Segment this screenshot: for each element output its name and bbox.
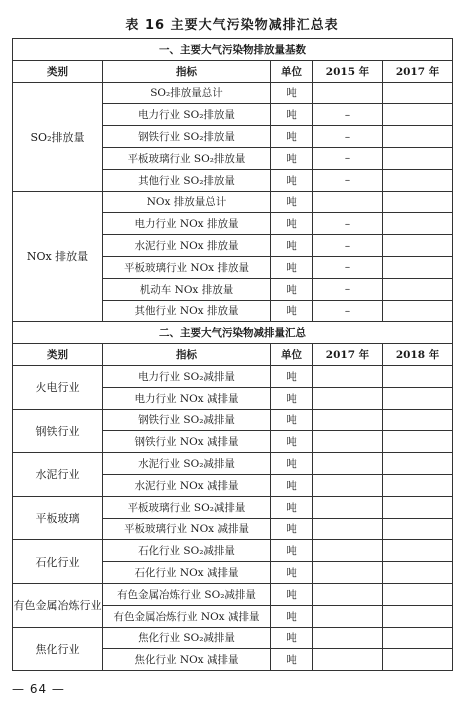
- year2-value-cell: [383, 278, 453, 300]
- indicator-cell: 石化行业 NOx 减排量: [103, 562, 271, 584]
- section-heading: 二、主要大气污染物减排量汇总: [13, 322, 453, 344]
- year2-value-cell: [383, 213, 453, 235]
- year1-value-cell: –: [313, 147, 383, 169]
- year1-value-cell: –: [313, 235, 383, 257]
- year2-value-cell: [383, 540, 453, 562]
- indicator-cell: 平板玻璃行业 NOx 排放量: [103, 256, 271, 278]
- year1-value-cell: –: [313, 256, 383, 278]
- year2-value-cell: [383, 649, 453, 671]
- year1-value-cell: [313, 431, 383, 453]
- unit-cell: 吨: [271, 104, 313, 126]
- unit-cell: 吨: [271, 605, 313, 627]
- year1-value-cell: [313, 518, 383, 540]
- indicator-cell: SO₂排放量总计: [103, 82, 271, 104]
- year1-value-cell: [313, 649, 383, 671]
- year2-value-cell: [383, 627, 453, 649]
- unit-cell: 吨: [271, 583, 313, 605]
- unit-cell: 吨: [271, 496, 313, 518]
- indicator-cell: 其他行业 SO₂排放量: [103, 169, 271, 191]
- year2-value-cell: [383, 256, 453, 278]
- table-row: [13, 496, 453, 518]
- indicator-cell: 水泥行业 SO₂减排量: [103, 453, 271, 475]
- indicator-cell: 钢铁行业 SO₂减排量: [103, 409, 271, 431]
- year1-value-cell: [313, 540, 383, 562]
- column-header: 2018 年: [383, 344, 453, 366]
- indicator-cell: 有色金属冶炼行业 SO₂减排量: [103, 583, 271, 605]
- indicator-cell: 电力行业 NOx 减排量: [103, 387, 271, 409]
- year2-value-cell: [383, 518, 453, 540]
- category-cell: 焦化行业: [13, 627, 103, 671]
- indicator-cell: 平板玻璃行业 NOx 减排量: [103, 518, 271, 540]
- table-row: [13, 583, 453, 605]
- unit-cell: 吨: [271, 235, 313, 257]
- year1-value-cell: [313, 496, 383, 518]
- year2-value-cell: [383, 235, 453, 257]
- year2-value-cell: [383, 147, 453, 169]
- unit-cell: 吨: [271, 365, 313, 387]
- indicator-cell: 水泥行业 NOx 排放量: [103, 235, 271, 257]
- indicator-cell: 钢铁行业 SO₂排放量: [103, 126, 271, 148]
- section-heading-row: [13, 322, 453, 344]
- column-header: 2015 年: [313, 60, 383, 82]
- column-header-row: [13, 60, 453, 82]
- unit-cell: 吨: [271, 540, 313, 562]
- unit-cell: 吨: [271, 147, 313, 169]
- year1-value-cell: [313, 562, 383, 584]
- unit-cell: 吨: [271, 649, 313, 671]
- column-header: 指标: [103, 344, 271, 366]
- category-cell: NOx 排放量: [13, 191, 103, 322]
- unit-cell: 吨: [271, 627, 313, 649]
- section-heading: 一、主要大气污染物排放量基数: [13, 39, 453, 61]
- table-row: [13, 453, 453, 475]
- year2-value-cell: [383, 562, 453, 584]
- indicator-cell: 电力行业 SO₂排放量: [103, 104, 271, 126]
- page-number: — 64 —: [12, 682, 65, 696]
- category-cell: 有色金属冶炼行业: [13, 583, 103, 627]
- table-row: [13, 191, 453, 213]
- unit-cell: 吨: [271, 431, 313, 453]
- year1-value-cell: [313, 605, 383, 627]
- year2-value-cell: [383, 605, 453, 627]
- year1-value-cell: –: [313, 169, 383, 191]
- year2-value-cell: [383, 104, 453, 126]
- category-cell: 石化行业: [13, 540, 103, 584]
- table-title: 表 16 主要大气污染物减排汇总表: [125, 18, 339, 33]
- indicator-cell: 平板玻璃行业 SO₂减排量: [103, 496, 271, 518]
- year1-value-cell: [313, 409, 383, 431]
- emission-table: [12, 38, 453, 671]
- column-header: 类别: [13, 344, 103, 366]
- year1-value-cell: [313, 583, 383, 605]
- table-row: [13, 627, 453, 649]
- year1-value-cell: [313, 82, 383, 104]
- year1-value-cell: –: [313, 213, 383, 235]
- category-cell: 水泥行业: [13, 453, 103, 497]
- unit-cell: 吨: [271, 387, 313, 409]
- indicator-cell: 钢铁行业 NOx 减排量: [103, 431, 271, 453]
- indicator-cell: NOx 排放量总计: [103, 191, 271, 213]
- year2-value-cell: [383, 169, 453, 191]
- year1-value-cell: –: [313, 126, 383, 148]
- year1-value-cell: [313, 474, 383, 496]
- year1-value-cell: –: [313, 278, 383, 300]
- column-header: 单位: [271, 60, 313, 82]
- unit-cell: 吨: [271, 256, 313, 278]
- year1-value-cell: [313, 627, 383, 649]
- table-row: [13, 409, 453, 431]
- indicator-cell: 电力行业 NOx 排放量: [103, 213, 271, 235]
- indicator-cell: 有色金属冶炼行业 NOx 减排量: [103, 605, 271, 627]
- unit-cell: 吨: [271, 562, 313, 584]
- unit-cell: 吨: [271, 453, 313, 475]
- year2-value-cell: [383, 191, 453, 213]
- year2-value-cell: [383, 453, 453, 475]
- year2-value-cell: [383, 496, 453, 518]
- year1-value-cell: [313, 191, 383, 213]
- category-cell: 平板玻璃: [13, 496, 103, 540]
- column-header: 指标: [103, 60, 271, 82]
- year2-value-cell: [383, 474, 453, 496]
- indicator-cell: 石化行业 SO₂减排量: [103, 540, 271, 562]
- indicator-cell: 平板玻璃行业 SO₂排放量: [103, 147, 271, 169]
- unit-cell: 吨: [271, 126, 313, 148]
- column-header: 单位: [271, 344, 313, 366]
- indicator-cell: 机动车 NOx 排放量: [103, 278, 271, 300]
- category-cell: SO₂排放量: [13, 82, 103, 191]
- year2-value-cell: [383, 409, 453, 431]
- unit-cell: 吨: [271, 191, 313, 213]
- year1-value-cell: [313, 453, 383, 475]
- unit-cell: 吨: [271, 82, 313, 104]
- category-cell: 火电行业: [13, 365, 103, 409]
- emission-table-body: [13, 39, 453, 671]
- year1-value-cell: –: [313, 300, 383, 322]
- indicator-cell: 其他行业 NOx 排放量: [103, 300, 271, 322]
- unit-cell: 吨: [271, 474, 313, 496]
- column-header: 类别: [13, 60, 103, 82]
- indicator-cell: 焦化行业 SO₂减排量: [103, 627, 271, 649]
- unit-cell: 吨: [271, 300, 313, 322]
- year1-value-cell: [313, 387, 383, 409]
- indicator-cell: 水泥行业 NOx 减排量: [103, 474, 271, 496]
- column-header: 2017 年: [313, 344, 383, 366]
- year2-value-cell: [383, 126, 453, 148]
- table-row: [13, 365, 453, 387]
- unit-cell: 吨: [271, 518, 313, 540]
- year1-value-cell: [313, 365, 383, 387]
- unit-cell: 吨: [271, 169, 313, 191]
- category-cell: 钢铁行业: [13, 409, 103, 453]
- unit-cell: 吨: [271, 278, 313, 300]
- year2-value-cell: [383, 387, 453, 409]
- indicator-cell: 电力行业 SO₂减排量: [103, 365, 271, 387]
- column-header: 2017 年: [383, 60, 453, 82]
- unit-cell: 吨: [271, 409, 313, 431]
- section-heading-row: [13, 39, 453, 61]
- year2-value-cell: [383, 365, 453, 387]
- year2-value-cell: [383, 82, 453, 104]
- year1-value-cell: –: [313, 104, 383, 126]
- year2-value-cell: [383, 583, 453, 605]
- table-row: [13, 82, 453, 104]
- indicator-cell: 焦化行业 NOx 减排量: [103, 649, 271, 671]
- column-header-row: [13, 344, 453, 366]
- unit-cell: 吨: [271, 213, 313, 235]
- year2-value-cell: [383, 431, 453, 453]
- table-row: [13, 540, 453, 562]
- year2-value-cell: [383, 300, 453, 322]
